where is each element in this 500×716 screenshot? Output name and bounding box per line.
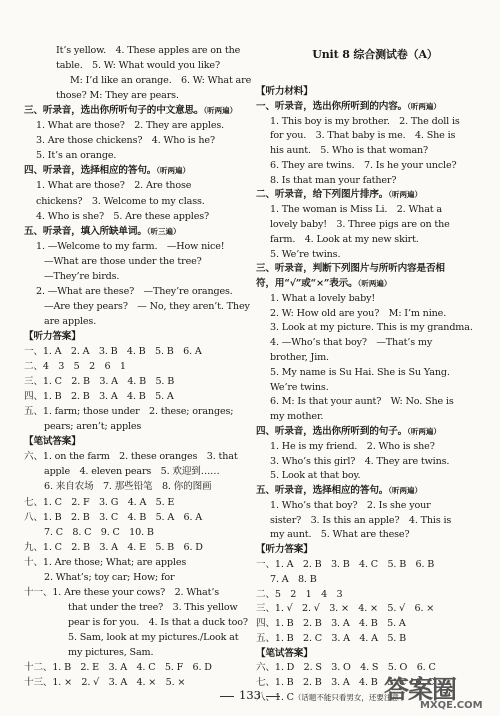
left-line: [56, 44, 240, 57]
left-line-text: pears; aren’t; apples: [44, 421, 142, 433]
left-line-text: pear is for you. 4. Is that a duck too?: [68, 616, 248, 628]
left-line: [24, 450, 238, 463]
left-line: [24, 390, 174, 403]
left-line: [24, 586, 219, 599]
right-line: [256, 484, 422, 497]
left-line: [24, 496, 174, 509]
right-line: [256, 85, 313, 98]
left-line: [24, 360, 126, 373]
right-line-note: （听两遍）: [388, 486, 422, 496]
right-line: [256, 425, 441, 438]
right-line: [256, 188, 422, 201]
right-line-text: 1. He is my friend. 2. Who is she?: [270, 440, 435, 452]
left-line: [68, 616, 248, 629]
right-line-text: 1. This boy is my brother. 2. The doll is: [270, 115, 460, 127]
right-line-text: 七、1. B 2. B 3. A 4. B 5. C 6. C: [256, 677, 435, 689]
right-line: [270, 174, 396, 187]
right-line-text: 三、听录音，判断下列图片与所听内容是否相: [256, 263, 445, 275]
right-line-text: 【听力材料】: [256, 86, 313, 97]
right-line-text: Unit 8 综合测试卷（A）: [312, 48, 438, 61]
left-line-note: （听两遍）: [203, 106, 238, 116]
right-line: [270, 351, 329, 364]
left-line-text: It’s yellow. 4. These apples are on the: [56, 45, 241, 56]
right-line-text: my aunt. 5. What are these?: [270, 529, 410, 541]
left-line-text: 6. 来自农场 7. 那些铅笔 8. 你的图画: [44, 481, 212, 493]
left-line-text: 【笔试答案】: [24, 436, 81, 448]
left-line: [24, 345, 202, 358]
left-line-text: 3. Are those chickens? 4. Who is he?: [36, 135, 215, 147]
right-line-text: 8. Is that man your father?: [270, 174, 397, 186]
left-line-text: are apples.: [44, 315, 97, 327]
left-line-text: those? M: They are pears.: [56, 90, 179, 102]
right-line: [256, 602, 434, 615]
right-line: [270, 292, 375, 305]
watermark-logo: [384, 670, 496, 714]
right-line: [270, 307, 446, 320]
right-line-text: 1. What a lovely baby!: [270, 292, 376, 304]
right-line: [250, 48, 500, 61]
left-line-text: 四、听录音，选择相应的答句。: [24, 165, 157, 177]
right-line-text: 5. Look at that boy.: [270, 470, 361, 482]
left-line-text: 十三、1. × 2. √ 3. A 4. × 5. ×: [24, 677, 186, 689]
watermark-cn: 答案圈: [384, 675, 457, 704]
left-line: [36, 195, 205, 208]
left-line-text: 八、1. B 2. B 3. C 4. B 5. A 6. A: [24, 511, 203, 523]
left-line: [24, 435, 81, 448]
right-line-note: （听两遍）: [407, 426, 441, 436]
right-line-text: 7. A 8. B: [270, 573, 317, 585]
right-line-text: We’re twins.: [270, 381, 329, 393]
right-line-text: 四、听录音，选出你所听到的句子。: [256, 425, 408, 437]
left-line-text: that under the tree? 3. This yellow: [68, 601, 238, 613]
right-line: [270, 410, 323, 423]
right-line-note: （听两遍）: [357, 279, 392, 289]
right-line-text: 二、听录音，给下列图片排序。: [256, 189, 389, 201]
right-line-text: 3. Who’s this girl? 4. They are twins.: [270, 455, 450, 467]
left-line-text: 十二、1. B 2. E 3. A 4. C 5. F 6. D: [24, 662, 212, 674]
left-line-text: M: I’d like an orange. 6. W: What are: [70, 75, 252, 87]
right-line-text: 5. We’re twins.: [270, 248, 341, 260]
right-line: [256, 558, 434, 571]
left-line: [36, 179, 191, 192]
left-line-text: 1. —Welcome to my farm. —How nice!: [36, 240, 225, 252]
left-line: [24, 104, 237, 117]
right-line-text: 四、1. B 2. B 3. A 4. B 5. A: [256, 618, 406, 630]
right-line-note: （听两遍）: [407, 101, 441, 111]
right-line: [270, 514, 451, 527]
left-line-text: 九、1. C 2. B 3. A 4. E 5. B 6. D: [24, 541, 203, 553]
left-line: [36, 134, 215, 147]
left-line: [36, 149, 116, 162]
right-line-text: his aunt. 5. Who is that woman?: [270, 145, 429, 157]
right-line: [270, 366, 450, 379]
left-line: [24, 405, 233, 418]
left-line-text: 二、4 3 5 2 6 1: [24, 361, 126, 373]
right-line: [256, 100, 441, 113]
left-line: [36, 119, 224, 132]
right-line: [270, 528, 409, 541]
right-line: [270, 381, 329, 394]
left-line: [24, 330, 81, 343]
right-line-text: 一、听录音，选出你所听到的内容。: [256, 100, 408, 112]
left-line: [24, 511, 202, 524]
right-line: [270, 144, 428, 157]
left-line-text: 六、1. on the farm 2. these oranges 3. that: [24, 451, 238, 463]
left-line-note: （听两遍）: [156, 166, 190, 176]
left-line-text: 1. What are those? 2. They are apples.: [36, 120, 225, 132]
left-line-text: 五、听录音，填入所缺单词。: [24, 225, 147, 237]
right-line-text: 五、1. B 2. C 3. A 4. A 5. B: [256, 632, 406, 644]
left-line-text: 2. —What are these? —They’re oranges.: [36, 285, 233, 297]
left-line: [44, 315, 96, 328]
left-line: [44, 255, 202, 268]
right-line: [256, 588, 342, 601]
left-line: [24, 375, 174, 388]
right-line: [270, 573, 317, 586]
right-line: [256, 262, 445, 275]
left-line-text: —What are those under the tree?: [44, 255, 202, 267]
left-line-text: 4. Who is she? 5. Are these apples?: [36, 210, 209, 222]
left-line: [70, 74, 251, 87]
left-line-text: 5. It’s an orange.: [36, 150, 117, 162]
right-line: [256, 632, 406, 645]
left-line-text: 四、1. B 2. B 3. A 4. B 5. A: [24, 391, 174, 403]
left-line-text: 三、1. C 2. B 3. A 4. B 5. B: [24, 376, 175, 388]
left-line-text: table. 5. W: What would you like?: [56, 60, 220, 72]
left-line: [24, 541, 203, 554]
right-line: [270, 129, 455, 142]
right-line-text: my mother.: [270, 411, 324, 423]
left-line-text: 【听力答案】: [24, 330, 81, 342]
right-line: [256, 277, 391, 290]
left-line-text: 一、1. A 2. A 3. B 4. B 5. B 6. A: [24, 346, 202, 357]
left-line: [44, 526, 154, 539]
right-line-text: for you. 3. That baby is me. 4. She is: [270, 130, 456, 142]
right-line: [270, 233, 419, 246]
left-line: [44, 300, 250, 313]
right-line-text: 4. —Who’s that boy? —That’s my: [270, 337, 433, 349]
left-line: [24, 556, 186, 569]
right-line-text: 【笔试答案】: [256, 647, 313, 659]
left-line: [44, 571, 174, 584]
right-line-text: brother, Jim.: [270, 352, 329, 364]
right-line: [270, 321, 473, 334]
footer-dash-right: [266, 696, 280, 697]
right-line-text: 2. W: How old are you? M: I’m nine.: [270, 307, 447, 319]
watermark-en: MXQE.COM: [420, 700, 483, 711]
right-line-text: 1. Who’s that boy? 2. Is she your: [270, 499, 431, 511]
left-line-text: chickens? 3. Welcome to my class.: [36, 195, 205, 207]
left-line-text: 1. What are those? 2. Are those: [36, 180, 192, 192]
right-line-text: 1. The woman is Miss Li. 2. What a: [270, 204, 442, 216]
right-line: [270, 455, 449, 468]
left-line: [24, 164, 190, 177]
left-line-text: apple 4. eleven pears 5. 欢迎到……: [44, 466, 220, 478]
right-line-text: sister? 3. Is this an apple? 4. This is: [270, 514, 452, 526]
right-line-text: 三、1. √ 2. √ 3. × 4. × 5. √ 6. ×: [256, 603, 435, 615]
right-line-text: 二、5 2 1 4 3: [256, 588, 343, 600]
left-line: [24, 225, 181, 238]
left-line-text: 三、听录音，选出你所听句子的中文意思。: [24, 105, 204, 117]
right-line-text: 符，用“√”或“×”表示。: [256, 278, 358, 290]
left-line: [36, 240, 225, 253]
left-line-text: 7. C 8. C 9. C 10. B: [44, 526, 154, 538]
left-line: [68, 646, 153, 659]
right-line: [270, 115, 460, 128]
right-line: [270, 469, 360, 482]
right-line-note: （听两遍）: [388, 190, 422, 200]
left-line-text: 五、1. farm; those under 2. these; oranges;: [24, 406, 234, 418]
left-line: [44, 270, 119, 283]
right-line-text: farm. 4. Look at my new skirt.: [270, 233, 419, 245]
right-line: [270, 248, 340, 261]
right-line: [270, 499, 431, 512]
left-line: [44, 480, 211, 493]
right-line-text: 6. They are twins. 7. Is he your uncle?: [270, 159, 457, 171]
left-line: [44, 420, 141, 433]
left-line: [56, 89, 179, 102]
right-line-text: 6. M: Is that your aunt? W: No. She is: [270, 396, 454, 408]
left-line: [36, 285, 233, 298]
footer-dash-left: [220, 696, 234, 697]
right-line: [256, 647, 313, 660]
right-line: [270, 159, 457, 172]
left-line: [68, 601, 238, 614]
right-line-text: lovely baby! 3. Three pigs are on the: [270, 219, 450, 231]
left-line: [68, 631, 238, 644]
left-line-text: 十、1. Are those; What; are apples: [24, 556, 187, 568]
left-line-text: 5. Sam, look at my pictures./Look at: [68, 631, 239, 643]
right-line-note: （话题不能只看男女，还要注意: [293, 692, 399, 702]
right-line-text: 一、1. A 2. B 3. B 4. C 5. B 6. B: [256, 558, 435, 570]
right-line-text: 5. My name is Su Hai. She is Su Yang.: [270, 366, 450, 378]
left-line-text: 2. What’s; toy car; How; for: [44, 571, 175, 583]
right-line: [256, 543, 313, 556]
page-number: 133: [239, 688, 261, 702]
left-line: [44, 465, 220, 478]
left-line-note: （听三遍）: [146, 226, 181, 236]
right-line: [270, 440, 435, 453]
right-line: [270, 203, 442, 216]
left-line-text: —They’re birds.: [44, 270, 120, 282]
right-line-text: 【听力答案】: [256, 544, 313, 556]
right-line: [270, 336, 432, 349]
left-line-text: 十一、1. Are these your cows? 2. What’s: [24, 586, 220, 598]
right-line: [256, 617, 406, 630]
right-line: [270, 218, 450, 231]
right-line-text: 五、听录音，选择相应的答句。: [256, 485, 389, 497]
right-line-text: 3. Look at my picture. This is my grandma.: [270, 322, 473, 334]
left-line-text: —Are they pears? — No, they aren’t. They: [44, 300, 250, 312]
left-line: [56, 59, 220, 72]
right-line: [270, 395, 454, 408]
left-line: [36, 210, 209, 223]
right-line-text: 六、1. D 2. S 3. O 4. S 5. O 6. C: [256, 662, 436, 674]
left-line-text: my pictures, Sam.: [68, 647, 154, 658]
right-line-text: 八、1. C: [256, 691, 294, 703]
left-line-text: 七、1. C 2. F 3. G 4. A 5. E: [24, 496, 175, 508]
left-line: [24, 661, 212, 674]
